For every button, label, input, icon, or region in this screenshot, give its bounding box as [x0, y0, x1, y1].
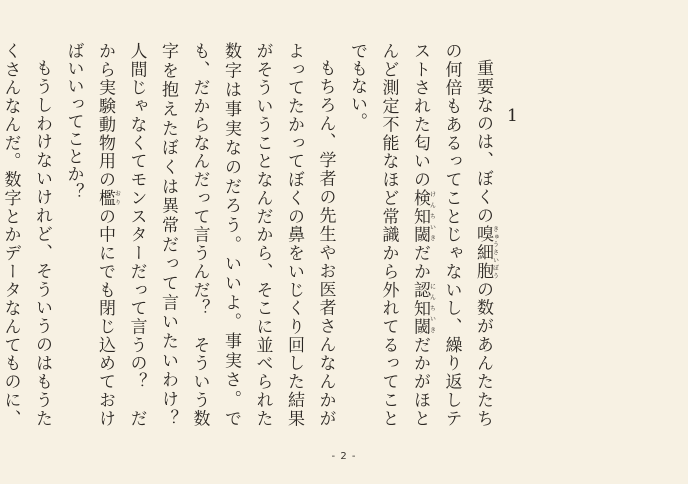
text-run: もうしわけないけれど、そういうのはもうたくさんなんだ。数字とかデータなんてものに、: [0, 42, 52, 427]
ruby-reading: にんちいき: [428, 280, 436, 336]
ruby-base: 検知閾: [410, 188, 430, 245]
paragraph: [57, 42, 341, 445]
ruby-base: 嗅細胞: [473, 224, 493, 281]
body-text: [0, 42, 499, 445]
text-run: だかがほとんど測定不能なほど常識から外れてるってことでもない。: [347, 42, 430, 427]
text-run: だか: [410, 244, 430, 281]
ruby-reading: きゅうさいぼう: [491, 224, 499, 280]
ruby-word: [473, 224, 499, 281]
ruby-reading: けんちいき: [428, 188, 436, 244]
text-run: の数があんたたちの何倍もあるってことじゃないし、繰り返しテストされた匂いの: [410, 42, 493, 427]
page-number: - 2 -: [331, 451, 357, 462]
text-run: 重要なのは、ぼくの: [473, 59, 493, 225]
ruby-word: [95, 188, 121, 208]
ruby-reading: おり: [113, 188, 121, 207]
text-run: の中にでも閉じ込めておけばいいってことか？: [63, 42, 115, 427]
chapter-number: 1: [507, 106, 518, 126]
ruby-word: [410, 280, 436, 336]
ruby-word: [410, 188, 436, 245]
text-run: もちろん、学者の先生やお医者さんなんかがよってたかってぼくの鼻をいじくり回した結果がそういうことなんだから、そこに並べられた数字は事実なのだろう。いいよ。事実さ。でも、だからなんだって言うんだ？ そういう数字を抱えたぼくは異常だって言いたいわけ？ 人間じゃなくてモンスターだって言うの？ だから実験動物用の: [95, 42, 336, 445]
paragraph: [341, 42, 499, 427]
ruby-base: 認知閾: [410, 280, 430, 336]
ruby-base: 檻: [95, 188, 115, 208]
paragraph: [0, 42, 57, 427]
